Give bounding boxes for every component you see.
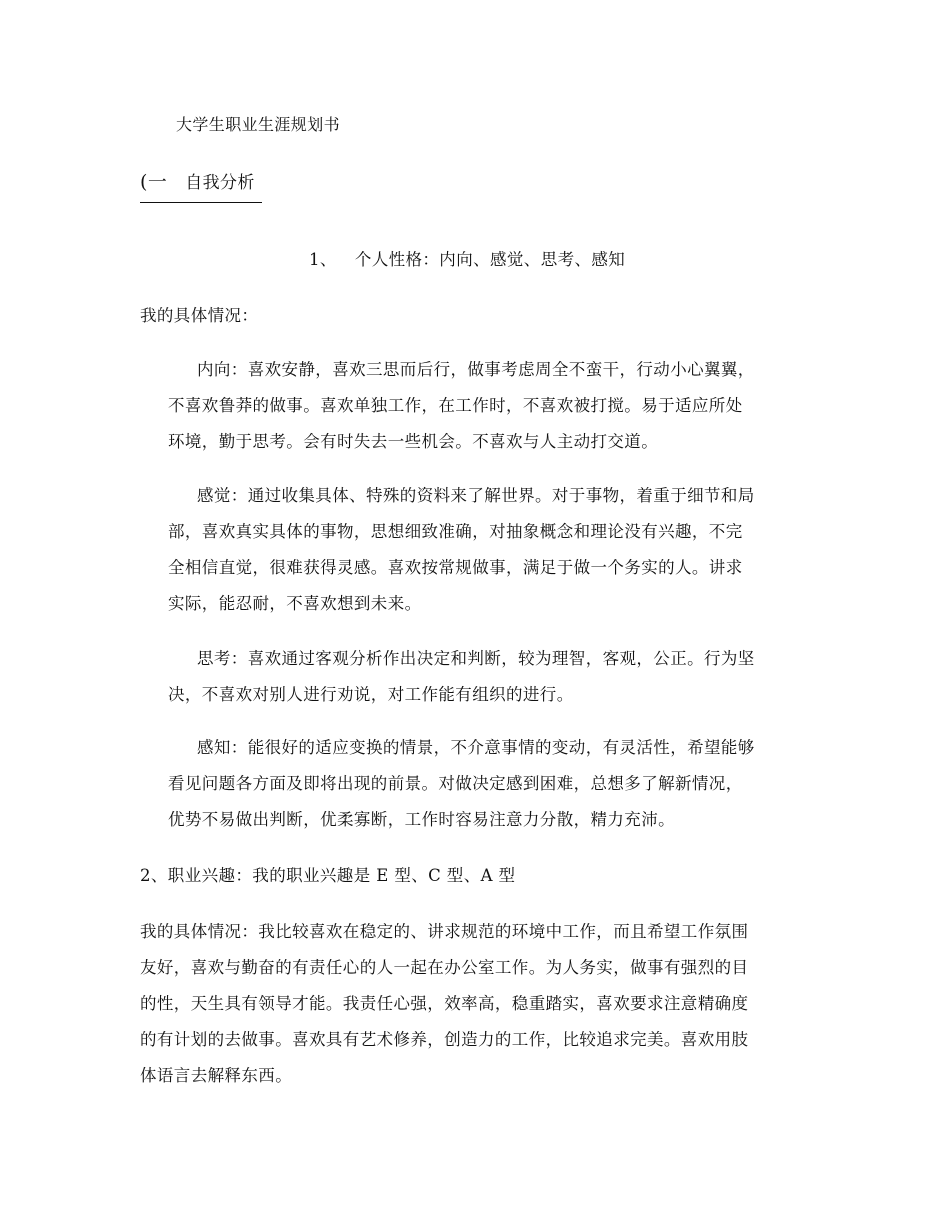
section-number: (一: [140, 171, 168, 193]
paragraph-introvert-line: 环境，勤于思考。会有时失去一些机会。不喜欢与人主动打交道。: [168, 432, 659, 451]
subsection-interest-heading: 2、职业兴趣：我的职业兴趣是 E 型、C 型、A 型: [140, 866, 516, 885]
paragraph-sensing-line: 全相信直觉，很难获得灵感。喜欢按常规做事，满足于做一个务实的人。讲求: [168, 558, 743, 577]
paragraph-thinking-line: 决，不喜欢对别人进行劝说，对工作能有组织的进行。: [168, 685, 574, 704]
interest-paragraph-line: 我的具体情况：我比较喜欢在稳定的、讲求规范的环境中工作，而且希望工作氛围: [140, 922, 749, 941]
interest-paragraph-line: 的有计划的去做事。喜欢具有艺术修养，创造力的工作，比较追求完美。喜欢用肢: [140, 1030, 749, 1049]
subsection-number: 1、: [309, 250, 337, 269]
section-heading-underline: [140, 202, 262, 203]
paragraph-perceiving-line: 看见问题各方面及即将出现的前景。对做决定感到困难，总想多了解新情况，: [168, 774, 743, 793]
paragraph-perceiving-line: 感知：能很好的适应变换的情景，不介意事情的变动，有灵活性，希望能够: [197, 738, 755, 757]
situation-label: 我的具体情况：: [140, 306, 259, 325]
paragraph-sensing-line: 部，喜欢真实具体的事物，思想细致准确，对抽象概念和理论没有兴趣，不完: [168, 522, 743, 541]
interest-paragraph-line: 的性，天生具有领导才能。我责任心强，效率高，稳重踏实，喜欢要求注意精确度: [140, 994, 749, 1013]
paragraph-thinking-line: 思考：喜欢通过客观分析作出决定和判断，较为理智，客观，公正。行为坚: [197, 649, 755, 668]
paragraph-perceiving-line: 优势不易做出判断，优柔寡断，工作时容易注意力分散，精力充沛。: [168, 810, 675, 829]
paragraph-introvert-line: 内向：喜欢安静，喜欢三思而后行，做事考虑周全不蛮干，行动小心翼翼，: [197, 360, 755, 379]
interest-paragraph-line: 体语言去解释东西。: [140, 1066, 293, 1085]
document-title: 大学生职业生涯规划书: [176, 115, 341, 134]
interest-paragraph-line: 友好，喜欢与勤奋的有责任心的人一起在办公室工作。为人务实，做事有强烈的目: [140, 958, 749, 977]
paragraph-introvert-line: 不喜欢鲁莽的做事。喜欢单独工作，在工作时，不喜欢被打搅。易于适应所处: [168, 396, 743, 415]
subsection-personality-heading: [309, 250, 625, 270]
paragraph-sensing-line: 实际，能忍耐，不喜欢想到未来。: [168, 594, 422, 613]
paragraph-sensing-line: 感觉：通过收集具体、特殊的资料来了解世界。对于事物，着重于细节和局: [197, 486, 755, 505]
section-heading-self-analysis: [140, 172, 255, 193]
subsection-title: 个人性格：内向、感觉、思考、感知: [354, 250, 626, 269]
section-title: 自我分析: [185, 173, 255, 193]
